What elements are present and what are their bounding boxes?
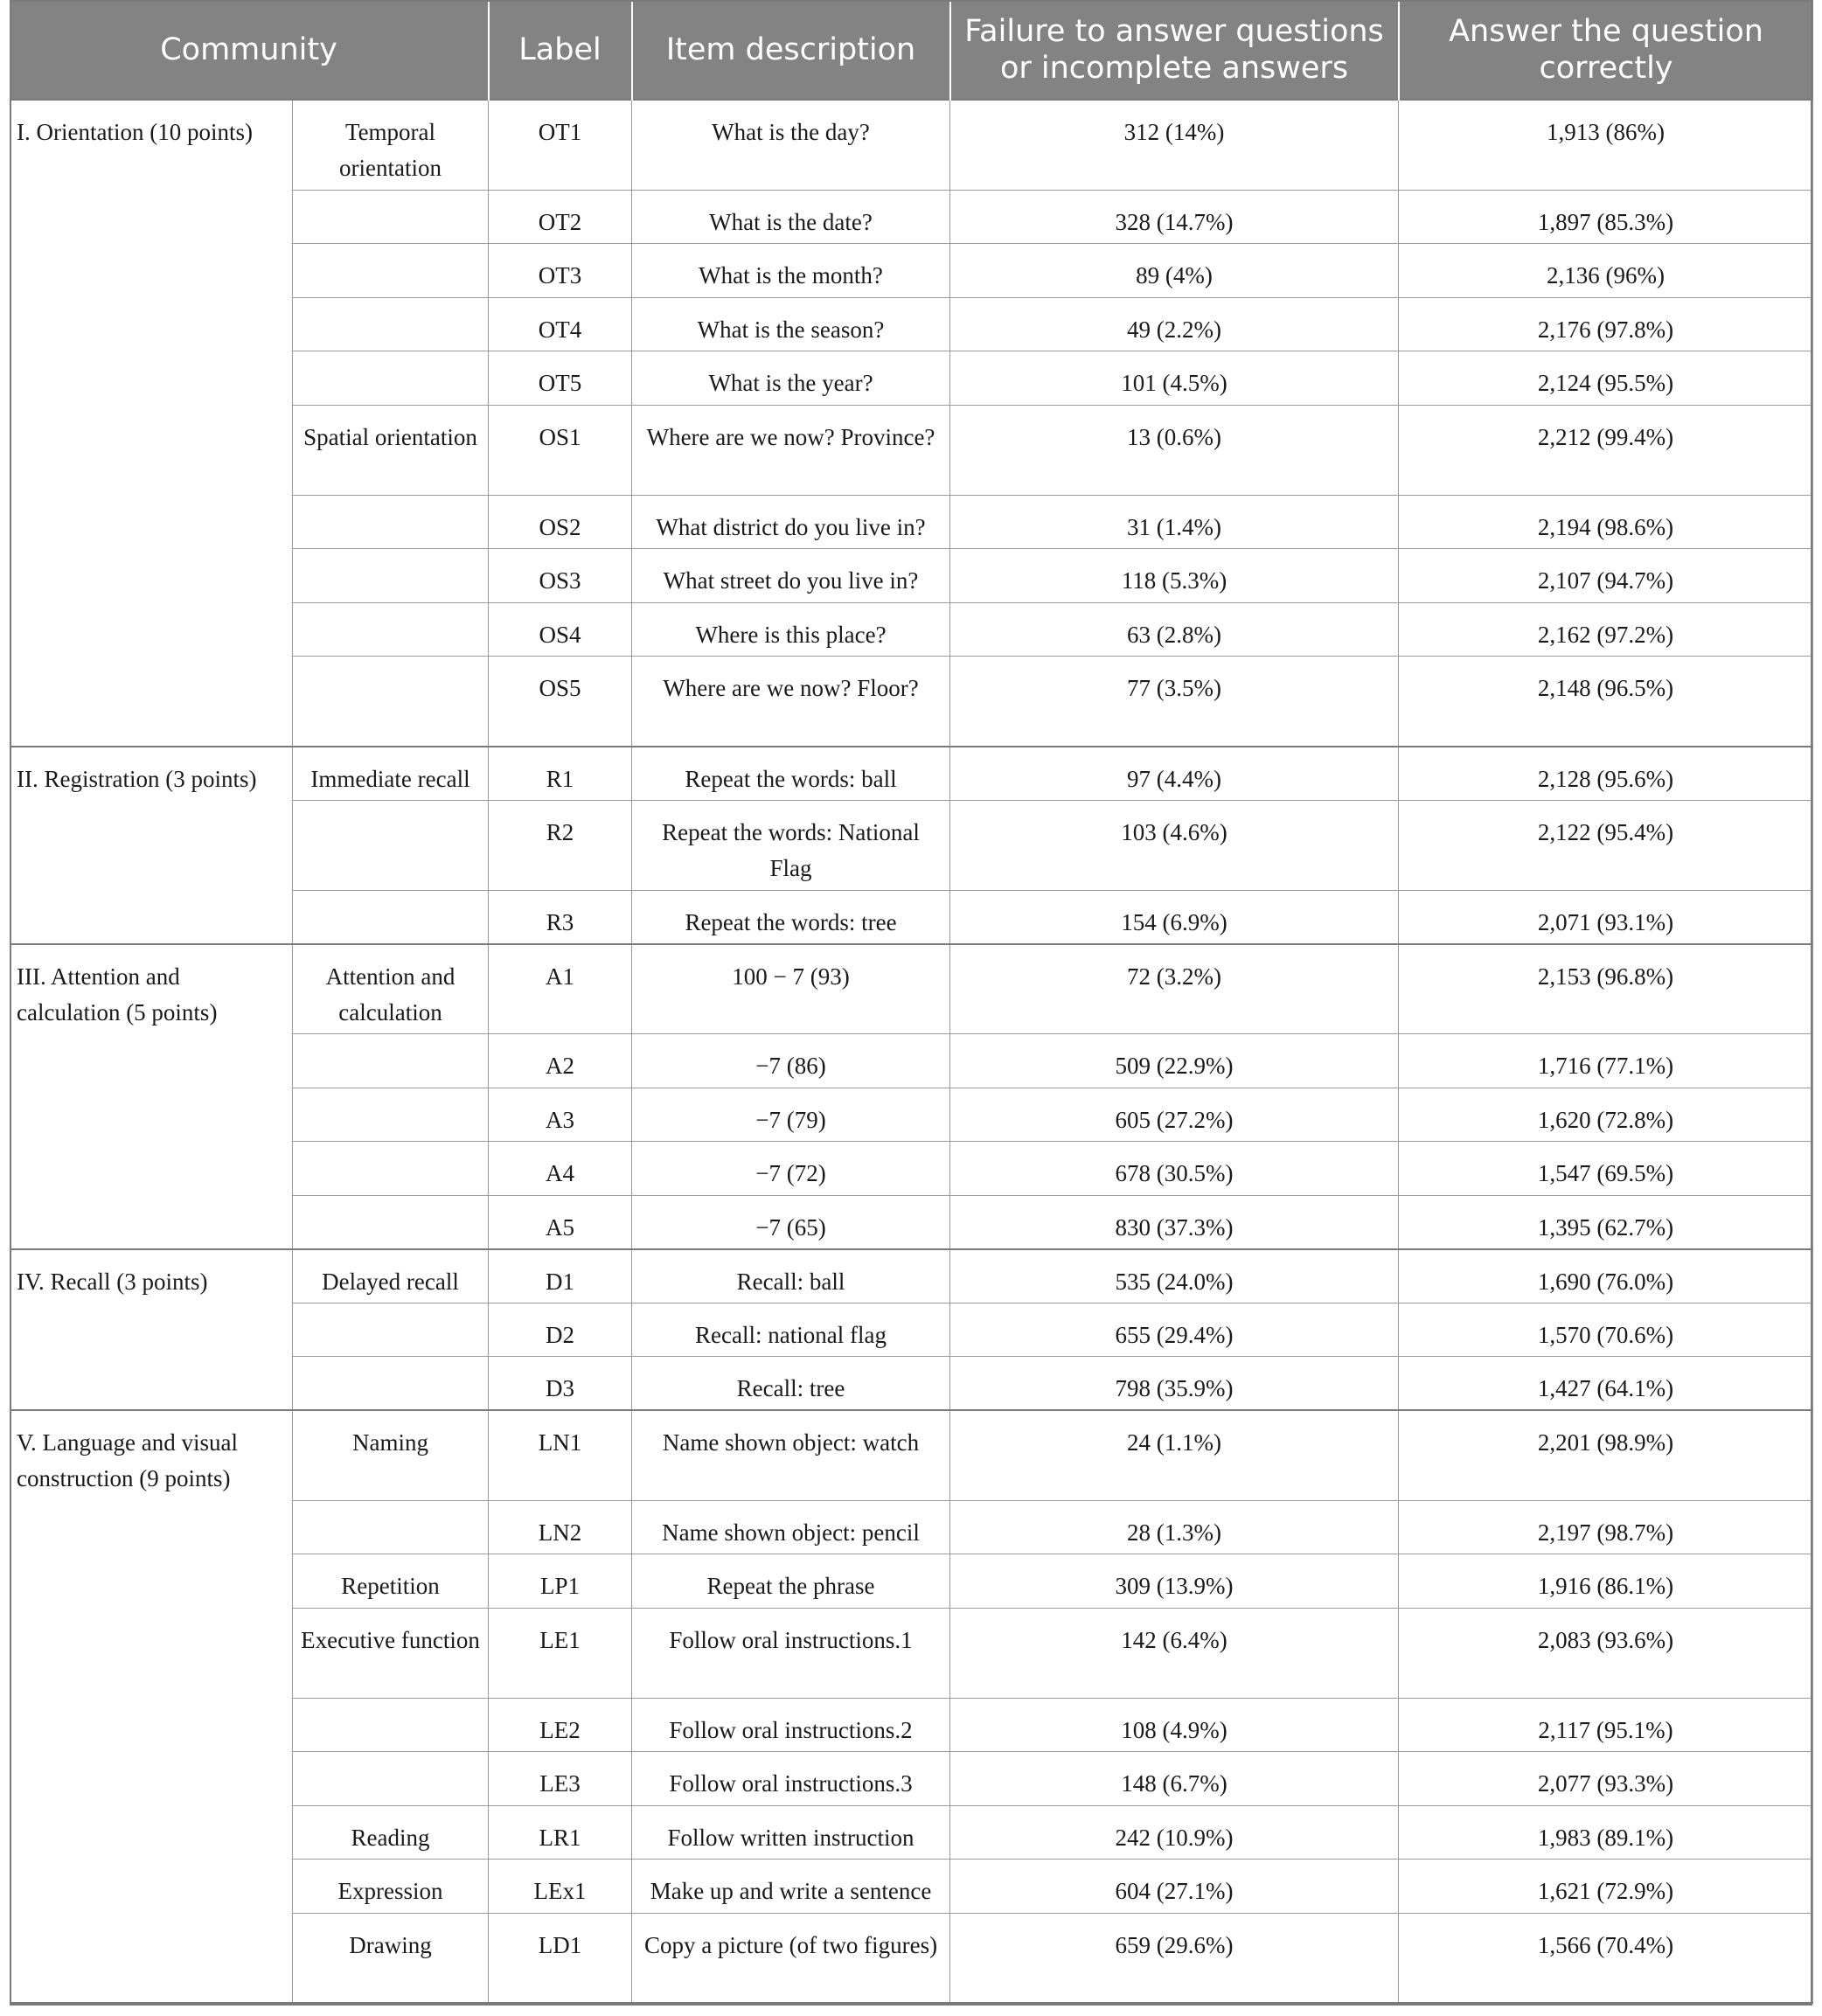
description-cell: What is the date? <box>632 190 950 244</box>
failure-cell: 328 (14.7%) <box>950 190 1399 244</box>
correct-cell: 1,913 (86%) <box>1399 100 1813 190</box>
failure-cell: 509 (22.9%) <box>950 1034 1399 1088</box>
correct-cell: 1,620 (72.8%) <box>1399 1088 1813 1142</box>
correct-cell: 2,194 (98.6%) <box>1399 495 1813 549</box>
failure-cell: 798 (35.9%) <box>950 1357 1399 1411</box>
correct-cell: 2,197 (98.7%) <box>1399 1500 1813 1554</box>
failure-cell: 605 (27.2%) <box>950 1088 1399 1142</box>
description-cell: Where are we now? Province? <box>632 405 950 495</box>
header-failure: Failure to answer questions or incomplete answers <box>950 0 1399 100</box>
failure-cell: 142 (6.4%) <box>950 1608 1399 1698</box>
failure-cell: 659 (29.6%) <box>950 1913 1399 2003</box>
description-cell: What is the day? <box>632 100 950 190</box>
failure-cell: 72 (3.2%) <box>950 944 1399 1034</box>
failure-cell: 28 (1.3%) <box>950 1500 1399 1554</box>
failure-cell: 678 (30.5%) <box>950 1142 1399 1196</box>
description-cell: −7 (79) <box>632 1088 950 1142</box>
label-cell: OT4 <box>489 297 632 351</box>
failure-cell: 108 (4.9%) <box>950 1698 1399 1752</box>
correct-cell: 2,128 (95.6%) <box>1399 747 1813 801</box>
label-cell: A5 <box>489 1195 632 1249</box>
subsection-cell <box>293 1195 489 1249</box>
data-table <box>10 0 1813 2004</box>
description-cell: What is the month? <box>632 244 950 298</box>
correct-cell: 2,212 (99.4%) <box>1399 405 1813 495</box>
correct-cell: 2,148 (96.5%) <box>1399 657 1813 747</box>
description-cell: Recall: national flag <box>632 1303 950 1357</box>
subsection-cell: Reading <box>293 1805 489 1860</box>
failure-cell: 31 (1.4%) <box>950 495 1399 549</box>
failure-cell: 97 (4.4%) <box>950 747 1399 801</box>
description-cell: Repeat the words: ball <box>632 747 950 801</box>
correct-cell: 1,566 (70.4%) <box>1399 1913 1813 2003</box>
subsection-cell <box>293 190 489 244</box>
correct-cell: 1,570 (70.6%) <box>1399 1303 1813 1357</box>
description-cell: Follow oral instructions.3 <box>632 1752 950 1806</box>
label-cell: LN1 <box>489 1410 632 1500</box>
subsection-cell <box>293 1142 489 1196</box>
failure-cell: 312 (14%) <box>950 100 1399 190</box>
description-cell: What street do you live in? <box>632 549 950 603</box>
correct-cell: 1,897 (85.3%) <box>1399 190 1813 244</box>
subsection-cell <box>293 495 489 549</box>
failure-cell: 242 (10.9%) <box>950 1805 1399 1860</box>
description-cell: Where are we now? Floor? <box>632 657 950 747</box>
failure-cell: 77 (3.5%) <box>950 657 1399 747</box>
subsection-cell <box>293 890 489 944</box>
header-community: Community <box>10 0 489 100</box>
table-header <box>10 0 1813 100</box>
label-cell: A1 <box>489 944 632 1034</box>
subsection-cell: Executive function <box>293 1608 489 1698</box>
description-cell: Follow written instruction <box>632 1805 950 1860</box>
correct-cell: 2,176 (97.8%) <box>1399 297 1813 351</box>
label-cell: LN2 <box>489 1500 632 1554</box>
correct-cell: 1,716 (77.1%) <box>1399 1034 1813 1088</box>
label-cell: OS4 <box>489 602 632 657</box>
subsection-cell: Attention and calculation <box>293 944 489 1034</box>
header-correct: Answer the question correctly <box>1399 0 1813 100</box>
correct-cell: 1,916 (86.1%) <box>1399 1554 1813 1609</box>
description-cell: 100 − 7 (93) <box>632 944 950 1034</box>
subsection-cell: Naming <box>293 1410 489 1500</box>
correct-cell: 2,117 (95.1%) <box>1399 1698 1813 1752</box>
correct-cell: 2,136 (96%) <box>1399 244 1813 298</box>
description-cell: Make up and write a sentence <box>632 1860 950 1914</box>
label-cell: LP1 <box>489 1554 632 1609</box>
failure-cell: 604 (27.1%) <box>950 1860 1399 1914</box>
label-cell: LE2 <box>489 1698 632 1752</box>
table-row <box>10 100 1813 190</box>
label-cell: LD1 <box>489 1913 632 2003</box>
subsection-cell: Immediate recall <box>293 747 489 801</box>
label-cell: D3 <box>489 1357 632 1411</box>
subsection-cell: Repetition <box>293 1554 489 1609</box>
section-title: IV. Recall (3 points) <box>10 1249 293 1411</box>
subsection-cell: Delayed recall <box>293 1249 489 1303</box>
section-group <box>10 100 1813 747</box>
correct-cell: 2,124 (95.5%) <box>1399 351 1813 406</box>
subsection-cell <box>293 1088 489 1142</box>
header-label: Label <box>489 0 632 100</box>
failure-cell: 49 (2.2%) <box>950 297 1399 351</box>
correct-cell: 1,983 (89.1%) <box>1399 1805 1813 1860</box>
section-title: I. Orientation (10 points) <box>10 100 293 747</box>
correct-cell: 2,153 (96.8%) <box>1399 944 1813 1034</box>
correct-cell: 1,621 (72.9%) <box>1399 1860 1813 1914</box>
correct-cell: 2,071 (93.1%) <box>1399 890 1813 944</box>
label-cell: OS2 <box>489 495 632 549</box>
subsection-cell <box>293 244 489 298</box>
subsection-cell <box>293 602 489 657</box>
label-cell: R2 <box>489 800 632 890</box>
subsection-cell: Spatial orientation <box>293 405 489 495</box>
section-group <box>10 747 1813 944</box>
subsection-cell <box>293 297 489 351</box>
subsection-cell <box>293 549 489 603</box>
label-cell: OS1 <box>489 405 632 495</box>
failure-cell: 103 (4.6%) <box>950 800 1399 890</box>
correct-cell: 2,083 (93.6%) <box>1399 1608 1813 1698</box>
subsection-cell <box>293 351 489 406</box>
subsection-cell <box>293 1357 489 1411</box>
failure-cell: 118 (5.3%) <box>950 549 1399 603</box>
section-title: V. Language and visual construction (9 points) <box>10 1410 293 2003</box>
subsection-cell <box>293 1698 489 1752</box>
section-group <box>10 944 1813 1249</box>
description-cell: What district do you live in? <box>632 495 950 549</box>
label-cell: LE3 <box>489 1752 632 1806</box>
subsection-cell <box>293 1752 489 1806</box>
description-cell: Where is this place? <box>632 602 950 657</box>
failure-cell: 830 (37.3%) <box>950 1195 1399 1249</box>
label-cell: D2 <box>489 1303 632 1357</box>
label-cell: OT1 <box>489 100 632 190</box>
description-cell: What is the year? <box>632 351 950 406</box>
subsection-cell: Temporal orientation <box>293 100 489 190</box>
failure-cell: 63 (2.8%) <box>950 602 1399 657</box>
correct-cell: 2,077 (93.3%) <box>1399 1752 1813 1806</box>
correct-cell: 2,162 (97.2%) <box>1399 602 1813 657</box>
description-cell: −7 (72) <box>632 1142 950 1196</box>
section-title: III. Attention and calculation (5 points) <box>10 944 293 1249</box>
failure-cell: 148 (6.7%) <box>950 1752 1399 1806</box>
correct-cell: 2,122 (95.4%) <box>1399 800 1813 890</box>
section-title: II. Registration (3 points) <box>10 747 293 944</box>
correct-cell: 1,690 (76.0%) <box>1399 1249 1813 1303</box>
label-cell: A3 <box>489 1088 632 1142</box>
description-cell: Recall: tree <box>632 1357 950 1411</box>
failure-cell: 89 (4%) <box>950 244 1399 298</box>
description-cell: Recall: ball <box>632 1249 950 1303</box>
subsection-cell: Expression <box>293 1860 489 1914</box>
correct-cell: 1,547 (69.5%) <box>1399 1142 1813 1196</box>
description-cell: Repeat the phrase <box>632 1554 950 1609</box>
label-cell: LE1 <box>489 1608 632 1698</box>
correct-cell: 1,427 (64.1%) <box>1399 1357 1813 1411</box>
table-row <box>10 747 1813 801</box>
subsection-cell <box>293 800 489 890</box>
failure-cell: 101 (4.5%) <box>950 351 1399 406</box>
description-cell: What is the season? <box>632 297 950 351</box>
subsection-cell <box>293 657 489 747</box>
correct-cell: 2,107 (94.7%) <box>1399 549 1813 603</box>
correct-cell: 1,395 (62.7%) <box>1399 1195 1813 1249</box>
label-cell: R1 <box>489 747 632 801</box>
failure-cell: 24 (1.1%) <box>950 1410 1399 1500</box>
subsection-cell <box>293 1303 489 1357</box>
description-cell: Follow oral instructions.2 <box>632 1698 950 1752</box>
header-item-description: Item description <box>632 0 950 100</box>
subsection-cell <box>293 1500 489 1554</box>
failure-cell: 154 (6.9%) <box>950 890 1399 944</box>
description-cell: Repeat the words: tree <box>632 890 950 944</box>
label-cell: OT3 <box>489 244 632 298</box>
failure-cell: 309 (13.9%) <box>950 1554 1399 1609</box>
section-group <box>10 1410 1813 2003</box>
label-cell: OT2 <box>489 190 632 244</box>
description-cell: Name shown object: watch <box>632 1410 950 1500</box>
label-cell: LR1 <box>489 1805 632 1860</box>
description-cell: Copy a picture (of two figures) <box>632 1913 950 2003</box>
label-cell: OS3 <box>489 549 632 603</box>
description-cell: Follow oral instructions.1 <box>632 1608 950 1698</box>
correct-cell: 2,201 (98.9%) <box>1399 1410 1813 1500</box>
table-row <box>10 944 1813 1034</box>
subsection-cell: Drawing <box>293 1913 489 2003</box>
label-cell: A2 <box>489 1034 632 1088</box>
section-group <box>10 1249 1813 1411</box>
description-cell: Repeat the words: National Flag <box>632 800 950 890</box>
label-cell: OT5 <box>489 351 632 406</box>
failure-cell: 655 (29.4%) <box>950 1303 1399 1357</box>
table-row <box>10 1249 1813 1303</box>
label-cell: OS5 <box>489 657 632 747</box>
subsection-cell <box>293 1034 489 1088</box>
description-cell: −7 (86) <box>632 1034 950 1088</box>
failure-cell: 535 (24.0%) <box>950 1249 1399 1303</box>
label-cell: LEx1 <box>489 1860 632 1914</box>
failure-cell: 13 (0.6%) <box>950 405 1399 495</box>
description-cell: −7 (65) <box>632 1195 950 1249</box>
label-cell: A4 <box>489 1142 632 1196</box>
description-cell: Name shown object: pencil <box>632 1500 950 1554</box>
label-cell: R3 <box>489 890 632 944</box>
label-cell: D1 <box>489 1249 632 1303</box>
table-row <box>10 1410 1813 1500</box>
